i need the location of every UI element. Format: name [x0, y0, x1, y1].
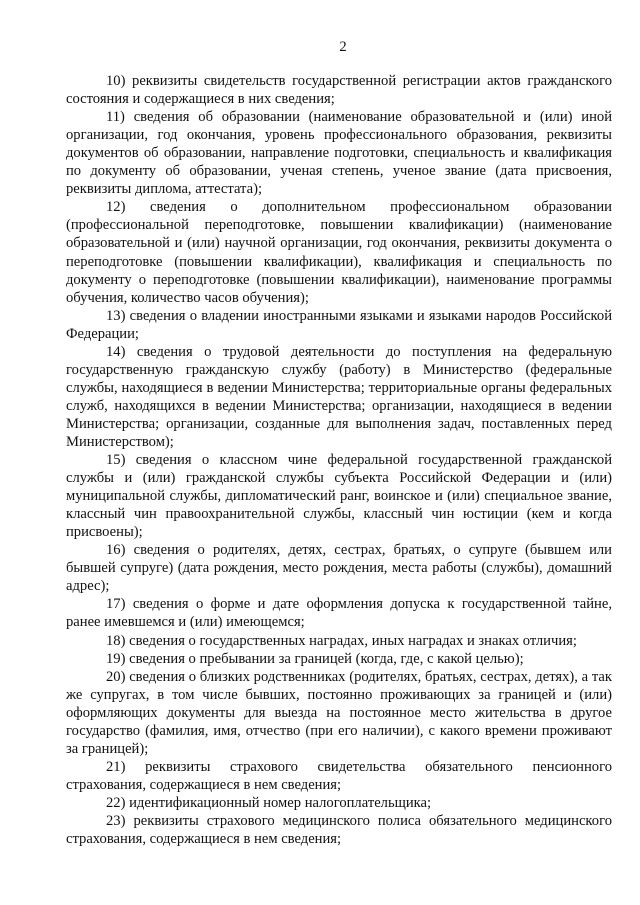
page-number: 2: [339, 39, 347, 55]
list-item-21: 21) реквизиты страхового свидетельства обязательного пенсионного страхования, содержащиеся в нем сведения;: [66, 758, 612, 793]
list-item-10: 10) реквизиты свидетельств государственной регистрации актов гражданского состояния и содержащиеся в них сведения;: [66, 73, 612, 108]
list-item-12: 12) сведения о дополнительном профессиональном образовании (профессиональной переподготовке, повышении квалификации) (наименование образовательной и (или) научной организации, год окончания, реквизиты документа о переподготовке (повышении квалификации), квалификация и специальность по документу о переподготовке (повышении квалификации), наименование программы обучения, количество часов обучения);: [66, 199, 612, 306]
list-item-16: 16) сведения о родителях, детях, сестрах, братьях, о супруге (бывшем или бывшей супруге) (дата рождения, место рождения, места работы (службы), домашний адрес);: [66, 542, 612, 595]
list-item-13: 13) сведения о владении иностранными языками и языками народов Российской Федерации;: [66, 307, 612, 342]
list-item-11: 11) сведения об образовании (наименование образовательной и (или) иной организации, год окончания, уровень профессионального образования, реквизиты документов об образовании, направление подготовки, специальность и квалификация по документу об образовании, ученая степень, ученое звание (дата присвоения, реквизиты диплома, аттестата);: [66, 109, 612, 198]
document-page: [66, 38, 612, 848]
list-item-18: 18) сведения о государственных наградах, иных наградах и знаках отличия;: [106, 632, 577, 649]
list-item-19: 19) сведения о пребывании за границей (когда, где, с какой целью);: [106, 650, 524, 667]
list-item-20: 20) сведения о близких родственниках (родителях, братьях, сестрах, детях), а так же супругах, в том числе бывших, постоянно проживающих за границей и (или) оформляющих документы для выезда на постоянное место жительства в другое государство (фамилия, имя, отчество (при его наличии), с какого времени проживают за границей);: [66, 668, 612, 757]
list-item-17: 17) сведения о форме и дате оформления допуска к государственной тайне, ранее имевшемся и (или) имеющемся;: [66, 596, 612, 631]
list-item-23: 23) реквизиты страхового медицинского полиса обязательного медицинского страхования, содержащиеся в нем сведения;: [66, 812, 612, 848]
list-item-14: 14) сведения о трудовой деятельности до поступления на федеральную государственную гражданскую службу (работу) в Министерство (федеральные службы, находящиеся в ведении Министерства; территориальные органы федеральных служб, находящихся в ведении Министерства; организации, находящиеся в ведении Министерства; организации, созданные для выполнения задач, поставленных перед Министерством);: [66, 343, 612, 450]
list-item-22: 22) идентификационный номер налогоплательщика;: [106, 794, 432, 811]
list-item-15: 15) сведения о классном чине федеральной государственной гражданской службы и (или) гражданской службы субъекта Российской Федерации и (или) муниципальной службы, дипломатический ранг, воинское и (или) специальное звание, классный чин правоохранительной службы, классный чин юстиции (кем и когда присвоены);: [66, 452, 612, 541]
